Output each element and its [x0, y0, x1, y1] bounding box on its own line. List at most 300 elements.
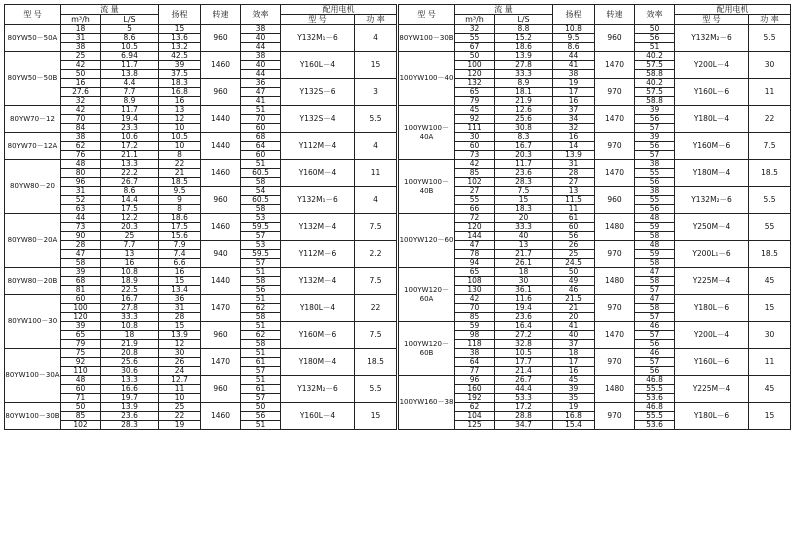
head-cell: 20	[553, 313, 595, 322]
flow-m3h-cell: 98	[455, 331, 495, 340]
efficiency-cell: 57	[241, 232, 281, 241]
flow-m3h-cell: 65	[455, 268, 495, 277]
head-cell: 11	[159, 385, 201, 394]
flow-ls-cell: 10.8	[101, 268, 159, 277]
flow-m3h-cell: 102	[455, 178, 495, 187]
flow-m3h-cell: 62	[61, 142, 101, 151]
motor-model-cell: Y132M－4	[281, 214, 355, 241]
motor-power-cell: 18.5	[749, 241, 791, 268]
pump-model-cell: 100YW100－40B	[399, 160, 455, 214]
head-cell: 37	[553, 340, 595, 349]
flow-m3h-cell: 118	[455, 340, 495, 349]
flow-m3h-cell: 42	[61, 106, 101, 115]
motor-power-cell: 5.5	[355, 376, 397, 403]
header-flow-m3h: m³/h	[61, 15, 101, 25]
table-row	[399, 25, 791, 34]
table-row	[5, 268, 397, 277]
motor-model-cell: Y132M₂－6	[281, 376, 355, 403]
flow-m3h-cell: 39	[61, 322, 101, 331]
efficiency-cell: 55	[635, 196, 675, 205]
head-cell: 18	[553, 349, 595, 358]
flow-ls-cell: 19.4	[101, 115, 159, 124]
efficiency-cell: 53	[241, 241, 281, 250]
flow-ls-cell: 10.8	[101, 322, 159, 331]
motor-power-cell: 15	[355, 52, 397, 79]
motor-model-cell: Y180L－4	[281, 295, 355, 322]
head-cell: 15	[159, 25, 201, 34]
efficiency-cell: 56	[241, 286, 281, 295]
flow-ls-cell: 18.3	[495, 205, 553, 214]
head-cell: 12.7	[159, 376, 201, 385]
motor-power-cell: 15	[749, 295, 791, 322]
head-cell: 45	[553, 376, 595, 385]
flow-m3h-cell: 72	[455, 214, 495, 223]
head-cell: 37.5	[159, 70, 201, 79]
header-motor: 配用电机	[281, 5, 397, 15]
flow-ls-cell: 5	[101, 25, 159, 34]
header-row-1	[399, 5, 791, 15]
table-row	[399, 322, 791, 331]
head-cell: 25	[553, 250, 595, 259]
efficiency-cell: 40	[241, 34, 281, 43]
efficiency-cell: 57	[635, 358, 675, 367]
flow-m3h-cell: 120	[455, 70, 495, 79]
pump-model-cell: 80YW100－30A	[5, 349, 61, 403]
efficiency-cell: 57	[635, 331, 675, 340]
head-cell: 9.5	[553, 34, 595, 43]
efficiency-cell: 46.8	[635, 403, 675, 412]
flow-ls-cell: 8.3	[495, 133, 553, 142]
flow-ls-cell: 18.6	[495, 43, 553, 52]
flow-m3h-cell: 73	[61, 223, 101, 232]
flow-ls-cell: 8.9	[101, 97, 159, 106]
motor-power-cell: 18.5	[355, 349, 397, 376]
speed-cell: 1470	[595, 160, 635, 187]
flow-m3h-cell: 28	[61, 241, 101, 250]
efficiency-cell: 59	[635, 250, 675, 259]
head-cell: 41	[553, 61, 595, 70]
spec-table-right	[398, 4, 791, 430]
speed-cell: 1440	[201, 268, 241, 295]
efficiency-cell: 58	[241, 277, 281, 286]
efficiency-cell: 59	[635, 223, 675, 232]
motor-model-cell: Y200L－4	[675, 52, 749, 79]
flow-m3h-cell: 125	[455, 421, 495, 430]
flow-ls-cell: 18	[101, 331, 159, 340]
flow-ls-cell: 11.7	[495, 160, 553, 169]
spec-table-right-panel	[398, 4, 791, 430]
efficiency-cell: 44	[241, 70, 281, 79]
flow-ls-cell: 21.9	[101, 340, 159, 349]
head-cell: 11	[553, 205, 595, 214]
flow-m3h-cell: 47	[455, 241, 495, 250]
head-cell: 13.9	[553, 151, 595, 160]
efficiency-cell: 58	[241, 340, 281, 349]
flow-m3h-cell: 85	[455, 169, 495, 178]
speed-cell: 1480	[595, 376, 635, 403]
flow-ls-cell: 12.6	[495, 106, 553, 115]
head-cell: 13.4	[159, 286, 201, 295]
table-row	[5, 403, 397, 412]
motor-power-cell: 55	[749, 214, 791, 241]
efficiency-cell: 50	[241, 403, 281, 412]
efficiency-cell: 51	[241, 106, 281, 115]
flow-ls-cell: 28.3	[101, 421, 159, 430]
flow-m3h-cell: 64	[455, 358, 495, 367]
flow-ls-cell: 20.3	[495, 151, 553, 160]
motor-model-cell: Y132M₂－6	[675, 187, 749, 214]
head-cell: 10	[159, 124, 201, 133]
head-cell: 37	[553, 106, 595, 115]
pump-model-cell: 100YW100－40A	[399, 106, 455, 160]
flow-m3h-cell: 63	[61, 205, 101, 214]
flow-m3h-cell: 31	[61, 187, 101, 196]
head-cell: 36	[159, 295, 201, 304]
efficiency-cell: 70	[241, 115, 281, 124]
head-cell: 25	[159, 403, 201, 412]
flow-m3h-cell: 85	[61, 412, 101, 421]
flow-m3h-cell: 60	[61, 295, 101, 304]
flow-m3h-cell: 30	[455, 133, 495, 142]
motor-model-cell: Y160L－6	[675, 349, 749, 376]
head-cell: 9	[159, 196, 201, 205]
motor-model-cell: Y180L－6	[675, 403, 749, 430]
head-cell: 17	[553, 358, 595, 367]
motor-model-cell: Y112M－6	[281, 241, 355, 268]
flow-m3h-cell: 60	[61, 385, 101, 394]
flow-m3h-cell: 102	[61, 421, 101, 430]
table-row	[399, 187, 791, 196]
pump-model-cell: 80YW50－50B	[5, 52, 61, 106]
head-cell: 24.5	[553, 259, 595, 268]
head-cell: 10.8	[553, 25, 595, 34]
pump-model-cell: 80YW100－30B	[399, 25, 455, 52]
flow-ls-cell: 13.3	[101, 376, 159, 385]
flow-m3h-cell: 50	[61, 403, 101, 412]
efficiency-cell: 58	[241, 178, 281, 187]
flow-ls-cell: 30.6	[101, 367, 159, 376]
efficiency-cell: 51	[241, 268, 281, 277]
table-row	[399, 79, 791, 88]
speed-cell: 1470	[595, 52, 635, 79]
table-row	[399, 403, 791, 412]
motor-model-cell: Y250M－4	[675, 214, 749, 241]
table-row	[5, 160, 397, 169]
pump-model-cell: 80YW100－30B	[5, 403, 61, 430]
head-cell: 18.3	[159, 79, 201, 88]
flow-ls-cell: 18.9	[101, 277, 159, 286]
motor-power-cell: 45	[749, 376, 791, 403]
efficiency-cell: 61	[241, 385, 281, 394]
motor-model-cell: Y160L－6	[675, 79, 749, 106]
head-cell: 7.9	[159, 241, 201, 250]
table-row	[5, 187, 397, 196]
flow-m3h-cell: 47	[61, 250, 101, 259]
efficiency-cell: 59.5	[241, 250, 281, 259]
efficiency-cell: 53.6	[635, 421, 675, 430]
spec-table-left-panel	[4, 4, 397, 430]
header-speed: 转速	[201, 5, 241, 25]
speed-cell: 970	[595, 295, 635, 322]
flow-ls-cell: 23.6	[495, 169, 553, 178]
efficiency-cell: 56	[635, 142, 675, 151]
table-row	[399, 376, 791, 385]
motor-power-cell: 4	[355, 25, 397, 52]
header-efficiency: 效率	[241, 5, 281, 25]
flow-m3h-cell: 77	[455, 367, 495, 376]
motor-model-cell: Y200L₁－6	[675, 241, 749, 268]
flow-m3h-cell: 78	[455, 250, 495, 259]
table-row	[5, 322, 397, 331]
table-row	[399, 349, 791, 358]
efficiency-cell: 51	[241, 349, 281, 358]
motor-power-cell: 22	[749, 106, 791, 133]
head-cell: 30	[159, 349, 201, 358]
flow-m3h-cell: 111	[455, 124, 495, 133]
flow-ls-cell: 16.4	[495, 322, 553, 331]
table-row	[399, 133, 791, 142]
flow-ls-cell: 26.1	[495, 259, 553, 268]
efficiency-cell: 56	[635, 205, 675, 214]
efficiency-cell: 51	[241, 295, 281, 304]
motor-model-cell: Y132M－4	[281, 268, 355, 295]
motor-model-cell: Y132S－6	[281, 79, 355, 106]
efficiency-cell: 60	[241, 124, 281, 133]
motor-model-cell: Y160M－4	[281, 160, 355, 187]
efficiency-cell: 58	[241, 313, 281, 322]
flow-ls-cell: 23.6	[495, 313, 553, 322]
flow-ls-cell: 21.4	[495, 367, 553, 376]
pump-model-cell: 80YW70－12	[5, 106, 61, 133]
efficiency-cell: 57	[635, 313, 675, 322]
flow-ls-cell: 25	[101, 232, 159, 241]
header-model: 型 号	[399, 5, 455, 25]
efficiency-cell: 57	[635, 286, 675, 295]
head-cell: 16	[159, 97, 201, 106]
head-cell: 44	[553, 52, 595, 61]
efficiency-cell: 68	[241, 133, 281, 142]
speed-cell: 940	[201, 241, 241, 268]
header-motor-model: 型 号	[281, 15, 355, 25]
efficiency-cell: 57	[241, 367, 281, 376]
head-cell: 8.6	[553, 43, 595, 52]
efficiency-cell: 39	[635, 106, 675, 115]
head-cell: 19	[553, 79, 595, 88]
head-cell: 22	[159, 160, 201, 169]
header-head: 扬程	[553, 5, 595, 25]
efficiency-cell: 51	[635, 43, 675, 52]
head-cell: 16	[159, 268, 201, 277]
flow-ls-cell: 23.3	[101, 124, 159, 133]
motor-power-cell: 11	[749, 349, 791, 376]
flow-m3h-cell: 48	[61, 376, 101, 385]
flow-m3h-cell: 27	[455, 187, 495, 196]
flow-ls-cell: 11.6	[495, 295, 553, 304]
header-flow: 流 量	[455, 5, 553, 15]
head-cell: 12	[159, 340, 201, 349]
flow-ls-cell: 30.8	[495, 124, 553, 133]
flow-ls-cell: 16.7	[101, 295, 159, 304]
efficiency-cell: 40	[241, 61, 281, 70]
efficiency-cell: 51	[241, 421, 281, 430]
motor-power-cell: 5.5	[749, 25, 791, 52]
head-cell: 13.9	[159, 331, 201, 340]
flow-ls-cell: 12.2	[101, 214, 159, 223]
flow-ls-cell: 14.4	[101, 196, 159, 205]
head-cell: 28	[159, 313, 201, 322]
flow-ls-cell: 23.6	[101, 412, 159, 421]
flow-ls-cell: 26.7	[495, 376, 553, 385]
head-cell: 12	[159, 115, 201, 124]
motor-power-cell: 30	[749, 322, 791, 349]
speed-cell: 970	[595, 403, 635, 430]
head-cell: 8	[159, 151, 201, 160]
flow-ls-cell: 13.8	[101, 70, 159, 79]
flow-m3h-cell: 132	[455, 79, 495, 88]
efficiency-cell: 53.6	[635, 394, 675, 403]
flow-m3h-cell: 110	[61, 367, 101, 376]
flow-ls-cell: 17.2	[495, 403, 553, 412]
efficiency-cell: 60	[241, 151, 281, 160]
flow-m3h-cell: 75	[61, 349, 101, 358]
motor-model-cell: Y160L－4	[281, 52, 355, 79]
table-row	[5, 241, 397, 250]
motor-power-cell: 3	[355, 79, 397, 106]
pump-model-cell: 80YW80－20B	[5, 268, 61, 295]
flow-ls-cell: 40	[495, 232, 553, 241]
efficiency-cell: 56	[635, 340, 675, 349]
flow-ls-cell: 32.8	[495, 340, 553, 349]
flow-ls-cell: 11.7	[101, 61, 159, 70]
flow-m3h-cell: 16	[61, 79, 101, 88]
head-cell: 40	[553, 331, 595, 340]
flow-ls-cell: 33.3	[101, 313, 159, 322]
efficiency-cell: 56	[635, 115, 675, 124]
header-head: 扬程	[159, 5, 201, 25]
spec-table-right-body	[399, 25, 791, 430]
flow-m3h-cell: 25	[61, 52, 101, 61]
head-cell: 26	[159, 358, 201, 367]
motor-power-cell: 7.5	[355, 322, 397, 349]
speed-cell: 970	[595, 79, 635, 106]
efficiency-cell: 61	[241, 358, 281, 367]
efficiency-cell: 46	[635, 322, 675, 331]
table-row	[399, 241, 791, 250]
flow-ls-cell: 7.7	[101, 241, 159, 250]
flow-m3h-cell: 94	[455, 259, 495, 268]
flow-ls-cell: 10.5	[101, 43, 159, 52]
flow-ls-cell: 6.94	[101, 52, 159, 61]
motor-model-cell: Y132M₂－6	[675, 25, 749, 52]
motor-model-cell: Y160L－4	[281, 403, 355, 430]
head-cell: 16	[553, 367, 595, 376]
spec-table-left-body	[5, 25, 397, 430]
head-cell: 17.5	[159, 223, 201, 232]
flow-m3h-cell: 38	[61, 43, 101, 52]
table-row	[399, 295, 791, 304]
flow-m3h-cell: 58	[61, 259, 101, 268]
head-cell: 13	[159, 106, 201, 115]
pump-model-cell: 80YW50－50A	[5, 25, 61, 52]
speed-cell: 960	[201, 322, 241, 349]
efficiency-cell: 41	[241, 97, 281, 106]
header-row-1	[5, 5, 397, 15]
flow-m3h-cell: 104	[455, 412, 495, 421]
flow-m3h-cell: 50	[61, 70, 101, 79]
flow-ls-cell: 25.6	[495, 115, 553, 124]
efficiency-cell: 64	[241, 142, 281, 151]
efficiency-cell: 55	[635, 169, 675, 178]
table-row	[5, 349, 397, 358]
speed-cell: 1440	[201, 133, 241, 160]
flow-ls-cell: 25.6	[101, 358, 159, 367]
flow-ls-cell: 16.7	[495, 142, 553, 151]
flow-ls-cell: 28.8	[495, 412, 553, 421]
flow-m3h-cell: 85	[455, 313, 495, 322]
motor-model-cell: Y180L－6	[675, 295, 749, 322]
flow-m3h-cell: 42	[455, 295, 495, 304]
speed-cell: 1460	[201, 403, 241, 430]
motor-model-cell: Y200L－4	[675, 322, 749, 349]
flow-ls-cell: 15.2	[495, 34, 553, 43]
flow-m3h-cell: 59	[455, 322, 495, 331]
head-cell: 41	[553, 322, 595, 331]
flow-ls-cell: 13.9	[101, 403, 159, 412]
efficiency-cell: 62	[241, 331, 281, 340]
pump-model-cell: 100YW160－38	[399, 376, 455, 430]
head-cell: 16	[553, 97, 595, 106]
efficiency-cell: 48	[635, 241, 675, 250]
flow-m3h-cell: 92	[455, 115, 495, 124]
speed-cell: 960	[201, 376, 241, 403]
head-cell: 15.4	[553, 421, 595, 430]
head-cell: 15	[159, 322, 201, 331]
flow-ls-cell: 13.3	[101, 160, 159, 169]
flow-ls-cell: 27.2	[495, 331, 553, 340]
spec-table-left	[4, 4, 397, 430]
flow-m3h-cell: 39	[61, 268, 101, 277]
motor-model-cell: Y180L－4	[675, 106, 749, 133]
head-cell: 27	[553, 178, 595, 187]
motor-power-cell: 7.5	[355, 268, 397, 295]
flow-m3h-cell: 68	[61, 277, 101, 286]
flow-ls-cell: 13	[495, 241, 553, 250]
efficiency-cell: 39	[635, 133, 675, 142]
motor-power-cell: 15	[749, 403, 791, 430]
speed-cell: 960	[595, 25, 635, 52]
flow-ls-cell: 8.6	[101, 187, 159, 196]
head-cell: 28	[553, 169, 595, 178]
head-cell: 61	[553, 214, 595, 223]
pump-model-cell: 100YW120－60A	[399, 268, 455, 322]
flow-m3h-cell: 66	[455, 205, 495, 214]
flow-ls-cell: 18.1	[495, 88, 553, 97]
motor-power-cell: 7.5	[749, 133, 791, 160]
flow-ls-cell: 16	[101, 259, 159, 268]
efficiency-cell: 51	[241, 322, 281, 331]
motor-model-cell: Y132S－4	[281, 106, 355, 133]
efficiency-cell: 40.2	[635, 52, 675, 61]
efficiency-cell: 57	[241, 259, 281, 268]
pump-model-cell: 100YW100－40	[399, 52, 455, 106]
motor-model-cell: Y160M－6	[281, 322, 355, 349]
pump-model-cell: 100YW120－60	[399, 214, 455, 268]
flow-m3h-cell: 60	[455, 142, 495, 151]
efficiency-cell: 47	[635, 268, 675, 277]
flow-ls-cell: 7.5	[495, 187, 553, 196]
motor-power-cell: 18.5	[749, 160, 791, 187]
head-cell: 13.2	[159, 43, 201, 52]
